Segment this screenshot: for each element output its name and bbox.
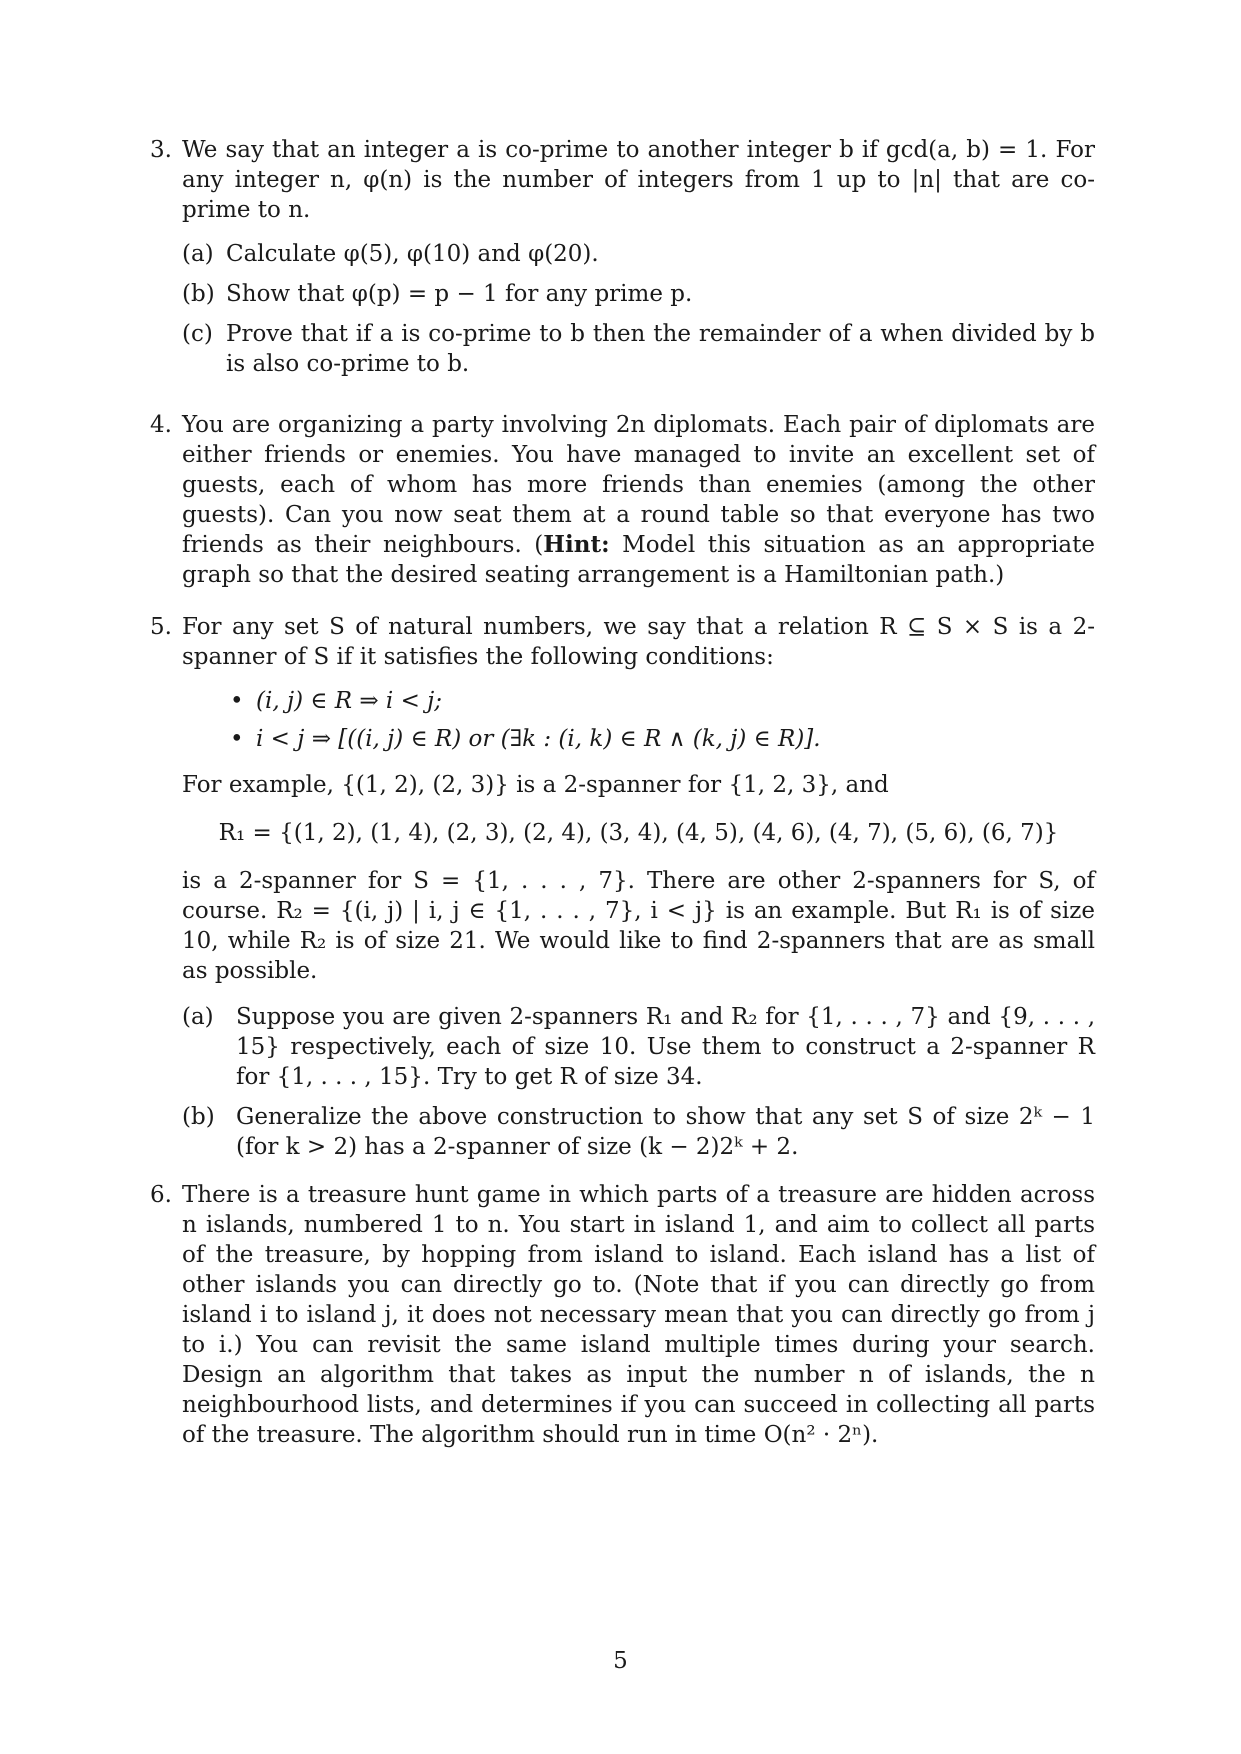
part-label: (a): [182, 241, 214, 267]
hint-text: Model this situation as an appropriate graph so that the desired seating arrangement is a Hamiltonian path.): [182, 532, 1095, 588]
part-text: Suppose you are given 2-spanners R₁ and R₂ for {1, . . . , 7} and {9, . . . , 15} respectively, each of size 10. Use them to construct a 2-spanner R for {1, . . . , 15}. Try to get R of size 34.: [236, 1004, 1095, 1090]
bullet-icon: •: [230, 726, 244, 752]
display-equation: R₁ = {(1, 2), (1, 4), (2, 3), (2, 4), (3, 4), (4, 5), (4, 6), (4, 7), (5, 6), (6, 7)}: [218, 820, 1059, 846]
part-label: (b): [182, 281, 215, 307]
page-number: 5: [613, 1648, 628, 1674]
problem-number: 4.: [150, 412, 172, 438]
bullet-item: [230, 686, 1095, 716]
part-label: (a): [182, 1004, 214, 1030]
part-text: Show that φ(p) = p − 1 for any prime p.: [226, 281, 693, 307]
problem-text: You are organizing a party involving 2n diplomats. Each pair of diplomats are either friends or enemies. You have managed to invite an excellent set of guests, each of whom has more friends than enemies (among the other guests). Can you now seat them at a round table so that everyone has two friends as their neighbours. (Hint: Model this situation as an appropriate graph so that the desired seating arrangement is a Hamiltonian path.): [182, 412, 1095, 588]
problem-text: For any set S of natural numbers, we say that a relation R ⊆ S × S is a 2-spanner of S if it satisfies the following conditions:: [182, 614, 1095, 670]
bullet-item: [230, 724, 1095, 754]
part-a: [182, 239, 1095, 269]
problem-text: There is a treasure hunt game in which parts of a treasure are hidden across n islands, numbered 1 to n. You start in island 1, and aim to collect all parts of the treasure, by hopping from island to island. Each island has a list of other islands you can directly go to. (Note that if you can directly go from island i to island j, it does not necessary mean that you can directly go from j to i.) You can revisit the same island multiple times during your search. Design an algorithm that takes as input the number n of islands, the n neighbourhood lists, and determines if you can succeed in collecting all parts of the treasure. The algorithm should run in time O(n² · 2ⁿ).: [182, 1182, 1095, 1448]
problem-number: 6.: [150, 1182, 172, 1208]
bullet-text: (i, j) ∈ R ⇒ i < j;: [256, 688, 443, 714]
problem-6: [150, 1180, 1095, 1450]
problem-text: We say that an integer a is co-prime to another integer b if gcd(a, b) = 1. For any integer n, φ(n) is the number of integers from 1 up to |n| that are co-prime to n.: [182, 137, 1095, 223]
hint-label: Hint:: [543, 531, 610, 558]
bullet-icon: •: [230, 688, 244, 714]
problem-number: 5.: [150, 614, 172, 640]
paragraph: is a 2-spanner for S = {1, . . . , 7}. There are other 2-spanners for S, of course. R₂ = {(i, j) | i, j ∈ {1, . . . , 7}, i < j} is an example. But R₁ is of size 10, while R₂ is of size 21. We would like to find 2-spanners that are as small as possible.: [182, 868, 1095, 984]
part-text: Prove that if a is co-prime to b then the remainder of a when divided by b is also co-prime to b.: [226, 321, 1095, 377]
problem-number: 3.: [150, 137, 172, 163]
part-b: [182, 1102, 1095, 1162]
part-a: [182, 1002, 1095, 1092]
problem-5: [150, 612, 1095, 1162]
problem-body: You are organizing a party involving 2n diplomats. Each pair of diplomats are either friends or enemies. You have managed to invite an excellent set of guests, each of whom has more friends than enemies (among the other guests). Can you now seat them at a round table so that everyone has two friends as their neighbours.: [182, 412, 1095, 558]
problem-4: [150, 410, 1095, 590]
part-label: (c): [182, 321, 213, 347]
part-text: Generalize the above construction to show that any set S of size 2ᵏ − 1 (for k > 2) has a 2-spanner of size (k − 2)2ᵏ + 2.: [236, 1104, 1095, 1160]
problem-3: [150, 135, 1095, 379]
part-c: [182, 319, 1095, 379]
part-label: (b): [182, 1104, 215, 1130]
example-text: For example, {(1, 2), (2, 3)} is a 2-spanner for {1, 2, 3}, and: [182, 772, 889, 798]
part-b: [182, 279, 1095, 309]
bullet-text: i < j ⇒ [((i, j) ∈ R) or (∃k : (i, k) ∈ R ∧ (k, j) ∈ R)].: [256, 726, 821, 752]
part-text: Calculate φ(5), φ(10) and φ(20).: [226, 241, 599, 267]
